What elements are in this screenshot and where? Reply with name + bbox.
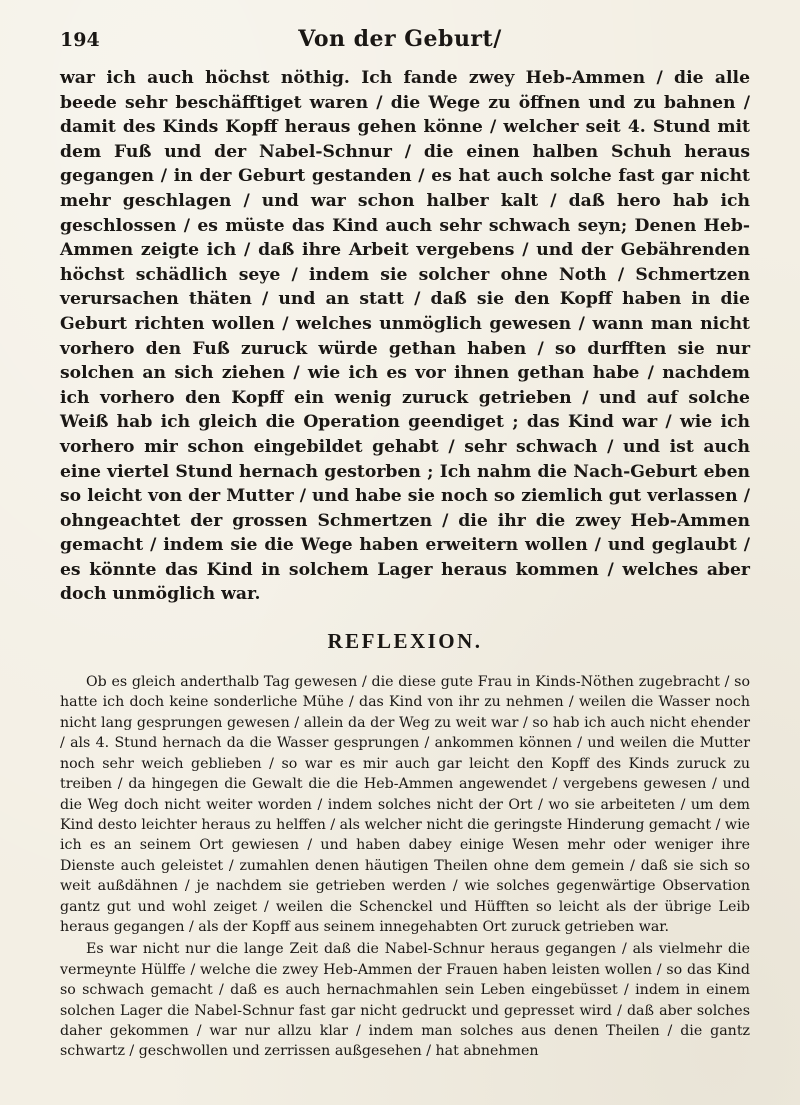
reflexion-section [60, 672, 750, 1062]
page-number: 194 [60, 29, 100, 51]
section-heading-reflexion: REFLEXION. [327, 629, 483, 654]
main-paragraph: war ich auch höchst nöthig. Ich fande zwey Heb-Ammen / die alle beede sehr beschäfftiget waren / die Wege zu öffnen und zu bahnen / damit des Kinds Kopff heraus gehen könne / welcher seit 4. Stund mit dem Fuß und der Nabel-Schnur / die einen halben Schuh heraus gegangen / in der Geburt gestanden / es hat auch solche fast gar nicht mehr geschlagen / und war schon halber kalt / daß hero hab ich geschlossen / es müste das Kind auch sehr schwach seyn; Denen Heb-Ammen zeigte ich / daß ihre Arbeit vergebens / und der Gebährenden höchst schädlich seye / indem sie solcher ohne Noth / Schmertzen verursachen thäten / und an statt / daß sie den Kopff haben in die Geburt richten wollen / welches unmöglich gewesen / wann man nicht vorhero den Fuß zuruck würde gethan haben / so durfften sie nur solchen an sich ziehen / wie ich es vor ihnen gethan habe / nachdem ich vorhero den Kopff ein wenig zuruck getrieben / und auf solche Weiß hab ich gleich die Operation geendiget ; das Kind war / wie ich vorhero mir schon eingebildet gehabt / sehr schwach / und ist auch eine viertel Stund hernach gestorben ; Ich nahm die Nach-Geburt eben so leicht von der Mutter / und habe sie noch so ziemlich gut verlassen / ohngeachtet der grossen Schmertzen / die ihr die zwey Heb-Ammen gemacht / indem sie die Wege haben erweitern wollen / und geglaubt / es könnte das Kind in solchem Lager heraus kommen / welches aber doch unmöglich war. [60, 68, 750, 605]
running-head: Von der Geburt/ [298, 26, 502, 52]
reflexion-paragraph-1: Ob es gleich anderthalb Tag gewesen / die diese gute Frau in Kinds-Nöthen zugebracht / so hatte ich doch keine sonderliche Mühe / das Kind von ihr zu nehmen / weilen die Wasser noch nicht lang gesprungen gewesen / allein da der Weg zu weit war / so hab ich auch nicht ehender / als 4. Stund hernach da die Wasser gesprungen / ankommen können / und weilen die Mutter noch sehr weich geblieben / so war es mir auch gar leicht den Kopff des Kinds zuruck zu treiben / da hingegen die Gewalt die die Heb-Ammen angewendet / vergebens gewesen / und die Weg doch nicht weiter worden / indem solches nicht der Ort / wo sie arbeiteten / um dem Kind desto leichter heraus zu helffen / als welcher nicht die geringste Hinderung gemacht / wie ich es an seinem Ort gewiesen / und haben dabey einige Wesen mehr oder weniger ihre Dienste auch geleistet / zumahlen denen häutigen Theilen ohne dem gemein / daß sie sich so weit außdähnen / je nachdem sie getrieben werden / wie solches gegenwärtige Observation gantz gut und wohl zeiget / weilen die Schenckel und Hüfften so leicht als der übrige Leib heraus gegangen / als der Kopff aus seinem innegehabten Ort zuruck getrieben war. [60, 674, 750, 935]
page-header [60, 26, 750, 62]
reflexion-paragraph-2: Es war nicht nur die lange Zeit daß die Nabel-Schnur heraus gegangen / als vielmehr die vermeynte Hülffe / welche die zwey Heb-Ammen der Frauen haben leisten wollen / so das Kind so schwach gemacht / daß es auch hernachmahlen sein Leben eingebüsset / indem in einem solchen Lager die Nabel-Schnur fast gar nicht gedruckt und gepresset wird / daß aber solches daher gekommen / war nur allzu klar / indem man solches aus denen Theilen / die gantz schwartz / geschwollen und zerrissen außgesehen / hat abnehmen [60, 941, 750, 1060]
